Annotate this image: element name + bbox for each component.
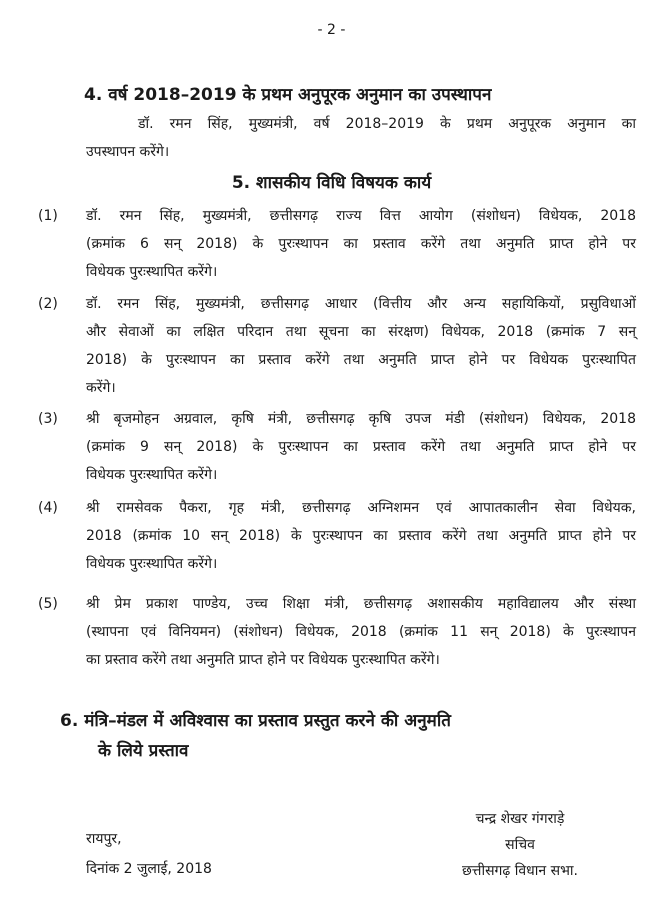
signatory-designation: सचिव (505, 837, 535, 853)
signatory-name: चन्द्र शेखर गंगराड़े (475, 811, 565, 827)
item-text (86, 290, 636, 402)
item-line: श्री प्रेम प्रकाश पाण्डेय, उच्च शिक्षा मंत्री, छत्तीसगढ़ अशासकीय महाविद्यालय और संस्था (86, 596, 636, 612)
section-5-heading: 5. शासकीय विधि विषयक कार्य (231, 173, 432, 193)
item-line: (क्रमांक 6 सन् 2018) के पुरःस्थापन का प्रस्ताव करेंगे तथा अनुमति प्राप्त होने पर (86, 236, 636, 252)
section-4-heading: 4. वर्ष 2018–2019 के प्रथम अनुपूरक अनुमान का उपस्थापन (84, 85, 492, 105)
item-line: डॉ. रमन सिंह, मुख्यमंत्री, छत्तीसगढ़ राज्य वित्त आयोग (संशोधन) विधेयक, 2018 (86, 208, 636, 224)
date: दिनांक 2 जुलाई, 2018 (86, 861, 212, 877)
item-number: (4) (38, 500, 58, 516)
section-4-body-line-1: डॉ. रमन सिंह, मुख्यमंत्री, वर्ष 2018–2019 के प्रथम अनुपूरक अनुमान का (138, 116, 636, 132)
item-line: का प्रस्ताव करेंगे तथा अनुमति प्राप्त होने पर विधेयक पुरःस्थापित करेंगे। (86, 652, 440, 668)
item-line: डॉ. रमन सिंह, मुख्यमंत्री, छत्तीसगढ़ आधार (वित्तीय और अन्य सहायिकियों, प्रसुविधाओं (86, 296, 636, 312)
item-line: और सेवाओं का लक्षित परिदान तथा सूचना का संरक्षण) विधेयक, 2018 (क्रमांक 7 सन् (86, 324, 636, 340)
signature-block (420, 806, 620, 884)
item-line: विधेयक पुरःस्थापित करेंगे। (86, 264, 218, 280)
item-line: श्री रामसेवक पैकरा, गृह मंत्री, छत्तीसगढ़ अग्निशमन एवं आपातकालीन सेवा विधेयक, (86, 500, 636, 516)
item-line: 2018 (क्रमांक 10 सन् 2018) के पुरःस्थापन का प्रस्ताव करेंगे तथा अनुमति प्राप्त होने पर (86, 528, 636, 544)
section-4-body-line-2: उपस्थापन करेंगे। (86, 144, 170, 160)
item-text (86, 590, 636, 674)
item-text (86, 202, 636, 286)
item-line: विधेयक पुरःस्थापित करेंगे। (86, 467, 218, 483)
item-line: विधेयक पुरःस्थापित करेंगे। (86, 556, 218, 572)
item-number: (5) (38, 596, 58, 612)
item-number: (3) (38, 411, 58, 427)
item-line: 2018) के पुरःस्थापन का प्रस्ताव करेंगे तथा अनुमति प्राप्त होने पर विधेयक पुरःस्थापित (86, 352, 636, 368)
signatory-office: छत्तीसगढ़ विधान सभा. (461, 863, 579, 879)
section-6-heading-line-2: के लिये प्रस्ताव (98, 741, 189, 761)
item-line: (स्थापना एवं विनियमन) (संशोधन) विधेयक, 2018 (क्रमांक 11 सन् 2018) के पुरःस्थापन (86, 624, 636, 640)
item-text (86, 494, 636, 578)
section-4-body (86, 110, 636, 166)
place: रायपुर, (86, 831, 122, 847)
section-6-heading-line-1: 6. मंत्रि–मंडल में अविश्वास का प्रस्ताव प्रस्तुत करने की अनुमति (60, 711, 451, 731)
place-date-block (86, 824, 212, 884)
item-line: करेंगे। (86, 380, 116, 396)
item-number: (1) (38, 208, 58, 224)
item-number: (2) (38, 296, 58, 312)
item-line: (क्रमांक 9 सन् 2018) के पुरःस्थापन का प्रस्ताव करेंगे तथा अनुमति प्राप्त होने पर (86, 439, 636, 455)
item-text (86, 405, 636, 489)
page-number: - 2 - (317, 22, 346, 38)
item-line: श्री बृजमोहन अग्रवाल, कृषि मंत्री, छत्तीसगढ़ कृषि उपज मंडी (संशोधन) विधेयक, 2018 (86, 411, 636, 427)
